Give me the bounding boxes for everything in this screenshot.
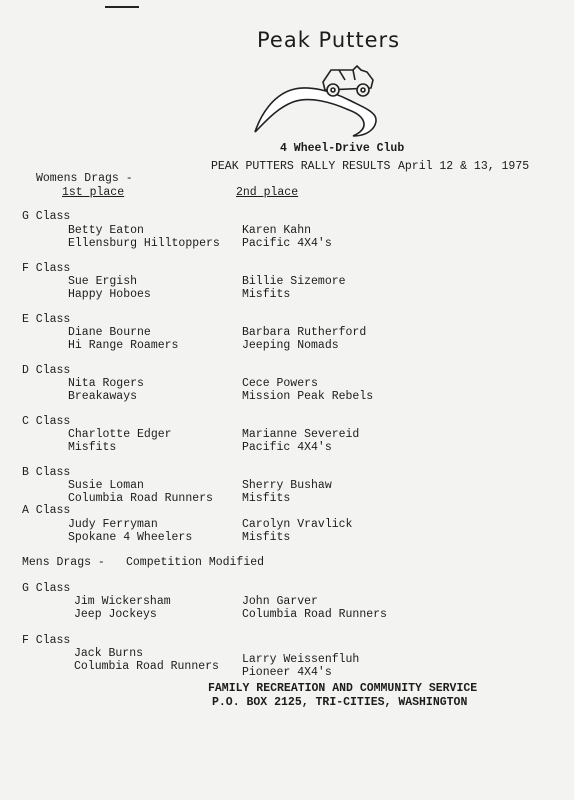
- class-label: G Class: [22, 582, 71, 595]
- jeep-on-road-icon: [253, 62, 385, 140]
- second-name: John Garver: [242, 595, 318, 608]
- class-label: B Class: [22, 466, 71, 479]
- class-label: F Class: [22, 262, 71, 275]
- first-name: Betty Eaton: [68, 224, 144, 237]
- first-club: Hi Range Roamers: [68, 339, 179, 352]
- womens-heading: Womens Drags -: [36, 172, 133, 185]
- first-club: Misfits: [68, 441, 117, 454]
- first-club: Columbia Road Runners: [74, 660, 219, 673]
- first-name: Sue Ergish: [68, 275, 138, 288]
- event-name: PEAK PUTTERS RALLY RESULTS: [211, 160, 391, 173]
- mens-subheading: Competition Modified: [126, 556, 265, 569]
- first-club: Jeep Jockeys: [74, 608, 157, 621]
- page-title: Peak Putters: [257, 28, 401, 52]
- second-name: Barbara Rutherford: [242, 326, 367, 339]
- first-name: Nita Rogers: [68, 377, 144, 390]
- class-label: G Class: [22, 210, 71, 223]
- second-name: Marianne Severeid: [242, 428, 360, 441]
- footer-address: P.O. BOX 2125, TRI-CITIES, WASHINGTON: [212, 696, 468, 709]
- event-date: April 12 & 13, 1975: [398, 160, 530, 173]
- first-name: Susie Loman: [68, 479, 144, 492]
- first-club: Spokane 4 Wheelers: [68, 531, 193, 544]
- class-label: F Class: [22, 634, 71, 647]
- second-club: Misfits: [242, 288, 291, 301]
- pen-mark: [105, 6, 139, 8]
- second-club: Columbia Road Runners: [242, 608, 387, 621]
- second-club: Pacific 4X4's: [242, 441, 332, 454]
- col-second-place: 2nd place: [236, 186, 299, 199]
- second-name: Carolyn Vravlick: [242, 518, 353, 531]
- second-name: Karen Kahn: [242, 224, 312, 237]
- first-name: Jack Burns: [74, 647, 144, 660]
- second-name: Billie Sizemore: [242, 275, 346, 288]
- footer-organization: FAMILY RECREATION AND COMMUNITY SERVICE: [208, 682, 478, 695]
- second-name: Cece Powers: [242, 377, 318, 390]
- first-club: Ellensburg Hilltoppers: [68, 237, 220, 250]
- second-name: Sherry Bushaw: [242, 479, 332, 492]
- first-club: Happy Hoboes: [68, 288, 151, 301]
- first-name: Jim Wickersham: [74, 595, 171, 608]
- class-label: E Class: [22, 313, 71, 326]
- first-name: Judy Ferryman: [68, 518, 158, 531]
- second-club: Pacific 4X4's: [242, 237, 332, 250]
- mens-heading: Mens Drags -: [22, 556, 105, 569]
- class-label: A Class: [22, 504, 71, 517]
- col-first-place: 1st place: [62, 186, 125, 199]
- first-name: Charlotte Edger: [68, 428, 172, 441]
- second-club: Mission Peak Rebels: [242, 390, 374, 403]
- second-club: Misfits: [242, 492, 291, 505]
- second-club: Pioneer 4X4's: [242, 666, 332, 679]
- second-club: Misfits: [242, 531, 291, 544]
- first-name: Diane Bourne: [68, 326, 151, 339]
- first-club: Columbia Road Runners: [68, 492, 213, 505]
- class-label: C Class: [22, 415, 71, 428]
- second-name: Larry Weissenfluh: [242, 653, 360, 666]
- second-club: Jeeping Nomads: [242, 339, 339, 352]
- first-club: Breakaways: [68, 390, 138, 403]
- club-name: 4 Wheel-Drive Club: [280, 142, 405, 155]
- class-label: D Class: [22, 364, 71, 377]
